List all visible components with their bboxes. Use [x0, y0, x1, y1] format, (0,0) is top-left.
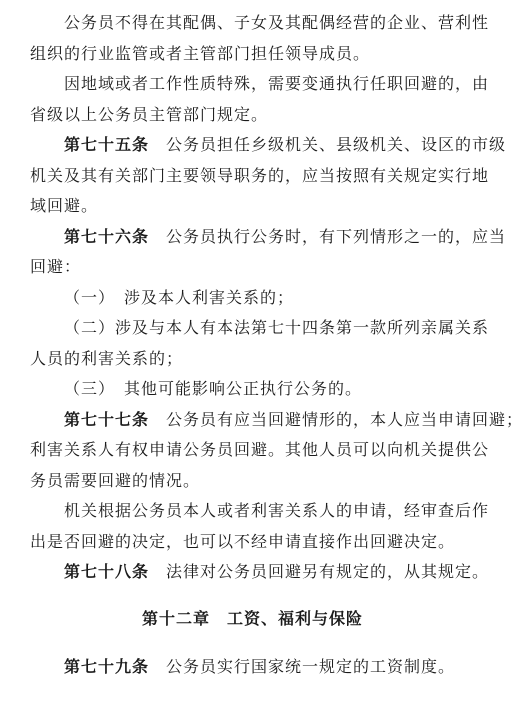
text-line: （三） 其他可能影响公正执行公务的。 — [64, 379, 363, 398]
list-item — [30, 374, 475, 405]
article-text: 公务员担任乡级机关、县级机关、设区的市级 — [166, 135, 507, 154]
text-line: 组织的行业监管或者主管部门担任领导成员。 — [30, 43, 371, 63]
article-paragraph — [30, 222, 507, 283]
article-number: 第七十五条 — [64, 135, 150, 154]
article-number: 第七十八条 — [64, 562, 150, 581]
text-line — [30, 652, 475, 683]
text-line: 机关根据公务员本人或者利害关系人的申请，经审查后作 — [64, 501, 490, 520]
text-line: （二）涉及与本人有本法第七十四条第一款所列亲属关系 — [64, 318, 490, 337]
chapter-heading: 第十二章 工资、福利与保险 — [141, 608, 363, 628]
article-paragraph — [30, 130, 507, 222]
text-line: （一） 涉及本人利害关系的； — [64, 287, 295, 307]
text-line: 公务员不得在其配偶、子女及其配偶经营的企业、营利性 — [64, 13, 490, 32]
article-paragraph — [30, 557, 490, 588]
text-line: 出是否回避的决定，也可以不经申请直接作出回避决定。 — [30, 531, 456, 551]
article-number: 第七十七条 — [64, 409, 150, 429]
article-number: 第七十六条 — [64, 226, 150, 246]
document-page — [30, 8, 523, 682]
article-paragraph — [30, 405, 523, 497]
paragraph — [30, 8, 490, 69]
text-line: 人员的利害关系的； — [30, 348, 184, 368]
article-text: 公务员执行公务时，有下列情形之一的，应当 — [166, 226, 507, 246]
text-line: 务员需要回避的情况。 — [30, 470, 201, 490]
text-line: 省级以上公务员主管部门规定。 — [30, 104, 269, 124]
paragraph — [30, 496, 490, 557]
list-item — [30, 283, 475, 314]
article-text: 公务员有应当回避情形的，本人应当申请回避； — [166, 409, 523, 429]
article-text: 公务员实行国家统一规定的工资制度。 — [166, 656, 456, 676]
text-line — [30, 405, 523, 436]
text-line — [30, 557, 490, 588]
document-body — [30, 8, 523, 588]
text-line: 因地域或者工作性质特殊，需要变通执行任职回避的，由 — [64, 74, 490, 93]
text-line — [30, 222, 507, 253]
article-number: 第七十九条 — [64, 656, 150, 676]
text-line: 回避： — [30, 257, 82, 276]
text-line — [30, 130, 507, 161]
paragraph — [30, 69, 490, 130]
text-line: 域回避。 — [30, 196, 99, 215]
list-item — [30, 313, 490, 374]
article-text: 法律对公务员回避另有规定的，从其规定。 — [166, 562, 490, 581]
text-line: 利害关系人有权申请公务员回避。其他人员可以向机关提供公 — [30, 440, 490, 459]
article-paragraph — [30, 652, 475, 683]
text-line: 机关及其有关部门主要领导职务的，应当按照有关规定实行地 — [30, 165, 490, 185]
